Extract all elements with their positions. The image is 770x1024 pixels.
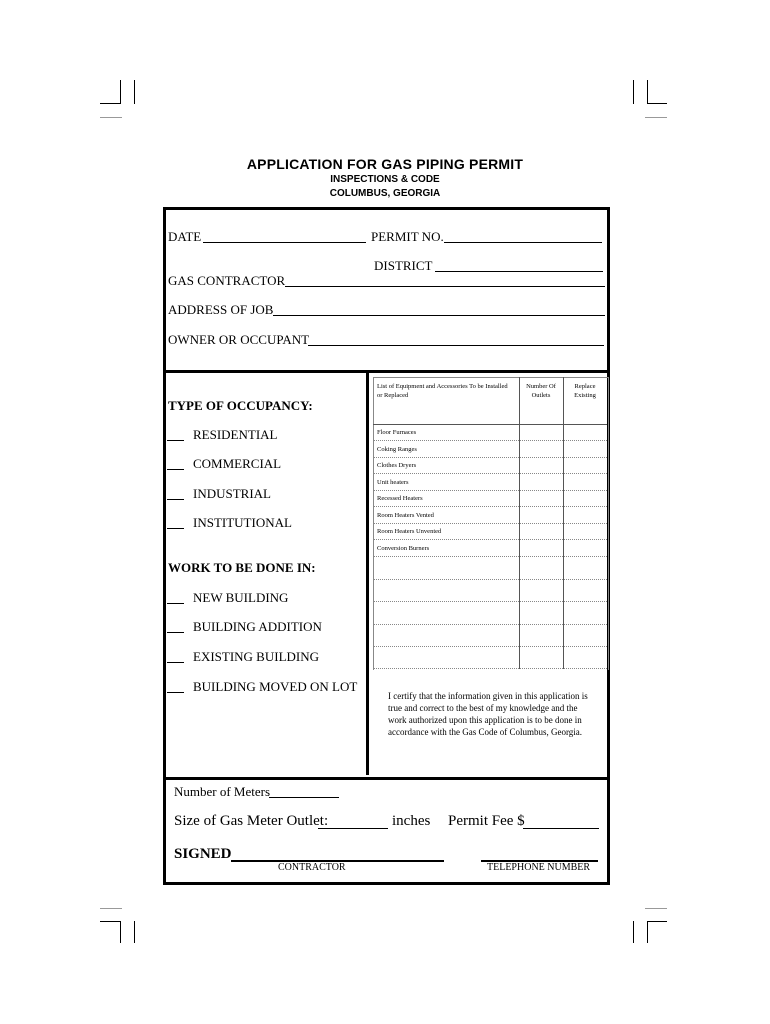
meter-outlet-field[interactable]: [318, 828, 388, 829]
crop-mark: [645, 908, 667, 909]
section-divider: [163, 777, 610, 780]
gas-contractor-field[interactable]: [285, 286, 605, 287]
permit-no-field[interactable]: [444, 242, 602, 243]
table-row-line: [373, 490, 607, 491]
meter-outlet-label: Size of Gas Meter Outlet:: [174, 813, 329, 829]
date-label: DATE: [168, 229, 202, 244]
crop-mark: [120, 921, 121, 943]
replace-header: Replace Existing: [574, 383, 596, 399]
table-row-line: [373, 539, 607, 540]
industrial-checkbox[interactable]: [167, 499, 184, 500]
table-row: Clothes Dryers: [377, 462, 417, 469]
meters-label: Number of Meters: [174, 784, 271, 799]
table-row-line: [373, 440, 607, 441]
new-building-label: NEW BUILDING: [193, 590, 289, 605]
crop-mark: [100, 921, 120, 922]
date-field[interactable]: [203, 242, 366, 243]
inches-label: inches: [392, 813, 431, 829]
table-row: Recessed Heaters: [377, 495, 423, 502]
commercial-label: COMMERCIAL: [193, 456, 282, 471]
meters-field[interactable]: [269, 797, 339, 798]
permit-fee-field[interactable]: [523, 828, 599, 829]
institutional-checkbox[interactable]: [167, 528, 184, 529]
certification-text: I certify that the information given in this application is true and correct to the best of my knowledge and the work authorized upon this application is to be done in accordance with the Gas Code of Columbus, Georgia.: [388, 691, 588, 737]
crop-mark: [647, 103, 667, 104]
table-row-line: [373, 601, 607, 602]
table-row-line: [373, 523, 607, 524]
signed-label: SIGNED: [174, 846, 232, 862]
table-row: Unit heaters: [377, 479, 409, 486]
table-row-line: [373, 646, 607, 647]
owner-occupant-field[interactable]: [308, 345, 604, 346]
form-subtitle: INSPECTIONS & CODE: [330, 174, 440, 185]
building-moved-checkbox[interactable]: [167, 692, 184, 693]
contractor-caption: CONTRACTOR: [278, 862, 346, 873]
building-addition-checkbox[interactable]: [167, 632, 184, 633]
table-row-line: [373, 668, 607, 669]
table-row-line: [373, 624, 607, 625]
crop-mark: [645, 117, 667, 118]
crop-mark: [633, 80, 634, 104]
existing-building-label: EXISTING BUILDING: [193, 649, 320, 664]
crop-mark: [100, 103, 120, 104]
table-row: Conversion Burners: [377, 545, 430, 552]
district-field[interactable]: [435, 271, 603, 272]
table-row-line: [373, 473, 607, 474]
occupancy-heading: TYPE OF OCCUPANCY:: [168, 398, 313, 413]
residential-checkbox[interactable]: [167, 440, 184, 441]
table-row-line: [373, 556, 607, 557]
district-label: DISTRICT: [374, 258, 433, 273]
commercial-checkbox[interactable]: [167, 469, 184, 470]
crop-mark: [134, 921, 135, 943]
form-title: APPLICATION FOR GAS PIPING PERMIT: [246, 156, 524, 172]
table-row: Floor Furnaces: [377, 429, 417, 436]
work-heading: WORK TO BE DONE IN:: [168, 560, 316, 575]
table-row-line: [373, 457, 607, 458]
address-of-job-label: ADDRESS OF JOB: [168, 302, 274, 317]
outlets-header: Number Of Outlets: [526, 383, 556, 399]
crop-mark: [647, 921, 667, 922]
table-row-line: [373, 506, 607, 507]
crop-mark: [647, 80, 648, 104]
crop-mark: [100, 908, 122, 909]
form-location: COLUMBUS, GEORGIA: [329, 188, 441, 199]
institutional-label: INSTITUTIONAL: [193, 515, 292, 530]
existing-building-checkbox[interactable]: [167, 662, 184, 663]
building-addition-label: BUILDING ADDITION: [193, 619, 322, 634]
new-building-checkbox[interactable]: [167, 603, 184, 604]
table-row: Room Heaters Vented: [377, 512, 434, 519]
building-moved-label: BUILDING MOVED ON LOT: [193, 679, 358, 694]
crop-mark: [647, 921, 648, 943]
gas-contractor-label: GAS CONTRACTOR: [168, 273, 286, 288]
crop-mark: [120, 80, 121, 104]
address-of-job-field[interactable]: [273, 315, 605, 316]
residential-label: RESIDENTIAL: [193, 427, 278, 442]
telephone-caption: TELEPHONE NUMBER: [487, 862, 591, 873]
table-row: Room Heaters Unvented: [377, 528, 442, 535]
permit-no-label: PERMIT NO.: [371, 229, 444, 244]
crop-mark: [134, 80, 135, 104]
table-row: Coking Ranges: [377, 446, 417, 453]
permit-fee-label: Permit Fee $: [448, 813, 525, 829]
equipment-header: List of Equipment and Accessories To be Installed or Replaced: [377, 383, 508, 399]
owner-occupant-label: OWNER OR OCCUPANT: [168, 332, 310, 347]
table-row-line: [373, 424, 607, 425]
column-divider: [366, 373, 369, 775]
crop-mark: [100, 117, 122, 118]
industrial-label: INDUSTRIAL: [193, 486, 271, 501]
crop-mark: [633, 921, 634, 943]
table-row-line: [373, 579, 607, 580]
section-divider: [163, 370, 610, 373]
